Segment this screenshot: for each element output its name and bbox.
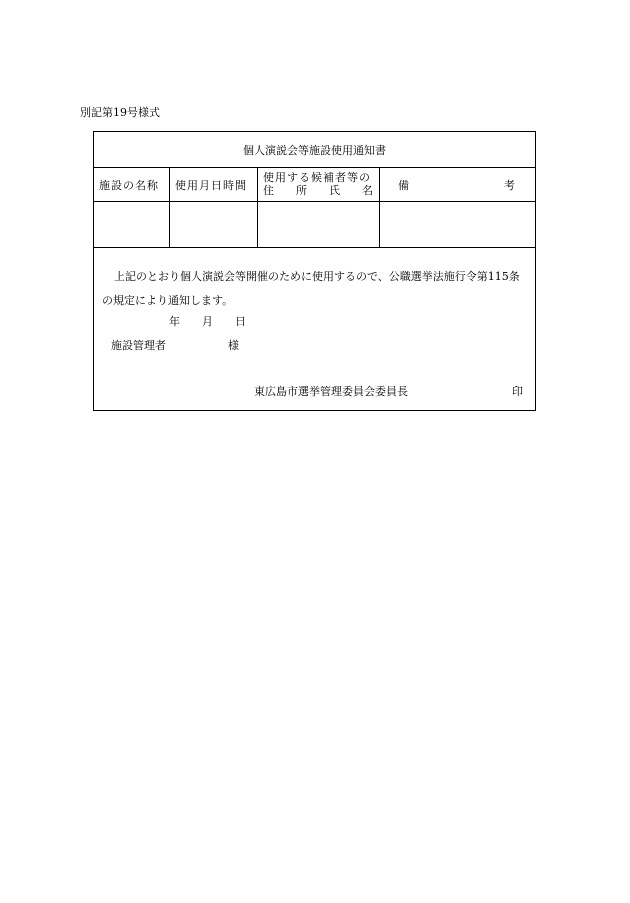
date-day: 日 [235, 315, 246, 328]
header-candidate [258, 168, 395, 201]
header-remarks [380, 168, 535, 201]
notification-form [93, 131, 536, 411]
date-year: 年 [169, 315, 180, 328]
cell-facility-name [94, 202, 170, 247]
notice-paragraph: 上記のとおり個人演説会等開催のために使用するので、公職選挙法施行令第115条の規定により通知します。 [102, 270, 520, 307]
manager-label: 施設管理者 [111, 339, 166, 352]
form-number: 別記第19号様式 [80, 106, 160, 119]
header-usage-datetime-label: 使用月日時間 [175, 178, 247, 192]
table-row [94, 202, 535, 248]
header-facility-name-label: 施設の名称 [99, 178, 159, 192]
manager-line [111, 337, 239, 353]
committee-chair: 東広島市選挙管理委員会委員長 [254, 385, 408, 398]
form-title [94, 132, 535, 168]
header-candidate-line2: 住所氏名 [263, 184, 395, 197]
header-usage-datetime [170, 168, 258, 201]
table-header-row [94, 168, 535, 202]
header-remarks-right: 考 [504, 178, 515, 192]
cell-usage-datetime [170, 202, 258, 247]
honorific: 様 [228, 339, 239, 352]
header-candidate-line1: 使用する候補者等の [263, 171, 371, 184]
cell-candidate [258, 202, 380, 247]
form-title-text: 個人演説会等施設使用通知書 [243, 143, 386, 157]
header-facility-name [94, 168, 170, 201]
seal-mark: 印 [512, 385, 523, 398]
date-month: 月 [202, 315, 213, 328]
cell-remarks [380, 202, 535, 247]
header-remarks-left: 備 [398, 178, 409, 192]
date-line [169, 313, 246, 329]
